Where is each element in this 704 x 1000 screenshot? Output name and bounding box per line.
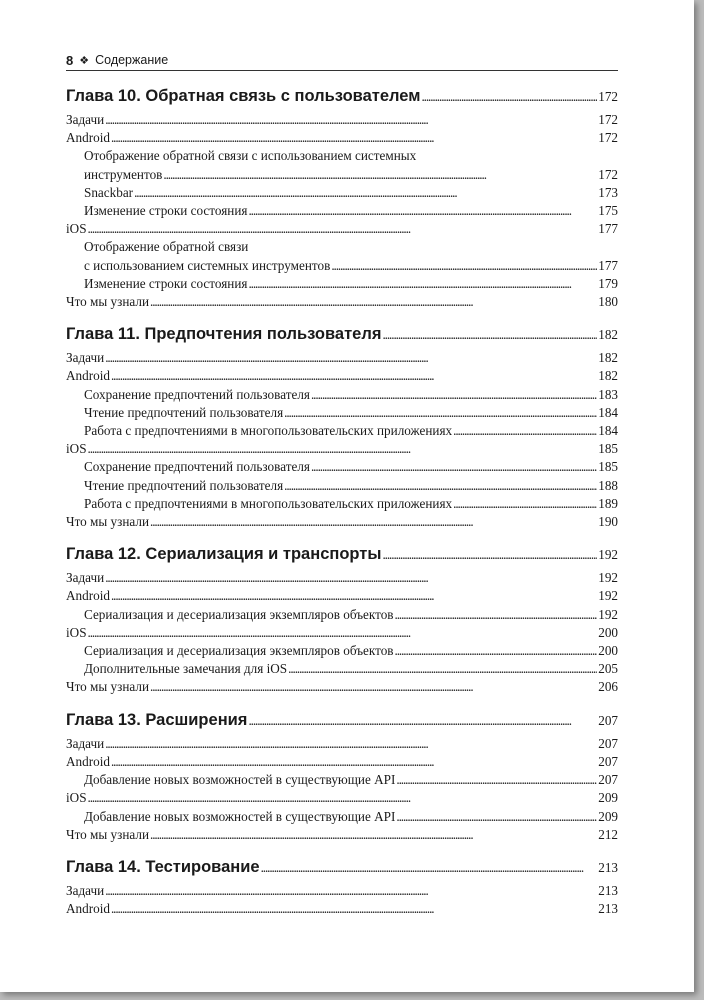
toc-section-label: Что мы узнали [66, 514, 150, 530]
toc-subsection-page-number: 184 [598, 423, 618, 439]
toc-section-page-number: 213 [598, 882, 618, 898]
toc-section-label: Задачи [66, 882, 105, 898]
toc-subsection-page-number: 209 [598, 808, 618, 824]
chapter-heading-page-number: 213 [598, 859, 618, 875]
toc-chapter [66, 855, 618, 918]
chapter-heading-label: Глава 10. Обратная связь с пользователем [66, 87, 421, 105]
toc-subsection-page-number: 188 [598, 477, 618, 493]
toc-subsection-continuation-label: с использованием системных инструментов [84, 257, 331, 273]
toc-section [66, 569, 618, 587]
dot-leader [248, 709, 597, 733]
toc-section-label: iOS [66, 441, 87, 457]
toc-section-page-number: 172 [598, 112, 618, 127]
toc-subsection-page-number: 183 [598, 386, 618, 402]
toc-subsection-label: Snackbar [84, 184, 134, 200]
dot-leader [382, 323, 597, 347]
dot-leader [111, 587, 597, 605]
dot-leader [453, 422, 597, 440]
toc-section-label: iOS [66, 790, 87, 806]
toc-subsection-page-number: 185 [598, 459, 618, 475]
toc-section-page-number: 207 [598, 753, 618, 769]
dot-leader [105, 111, 597, 129]
dot-leader [111, 129, 597, 147]
toc-chapter [66, 542, 618, 696]
dot-leader [105, 735, 597, 753]
toc-section [66, 678, 618, 696]
chapter-heading [66, 855, 618, 880]
toc-section-label: Android [66, 901, 110, 917]
toc-section [66, 513, 618, 531]
dot-leader [248, 202, 597, 220]
toc-section [66, 882, 618, 900]
dot-leader [150, 513, 597, 531]
toc-section [66, 220, 618, 238]
dot-leader [150, 293, 597, 311]
dot-leader [284, 477, 597, 495]
dot-leader [396, 771, 597, 789]
toc-subsection [66, 771, 618, 789]
toc-chapter [66, 322, 618, 531]
toc-section [66, 789, 618, 807]
dot-leader [453, 495, 597, 513]
toc-subsection-page-number: 205 [598, 661, 618, 677]
toc-subsection-label: Сохранение предпочтений пользователя [84, 459, 310, 475]
toc-subsection-label: Чтение предпочтений пользователя [84, 404, 284, 420]
toc-section-page-number: 206 [598, 679, 618, 695]
page-number: 8 [66, 52, 74, 68]
chapter-heading-label: Глава 12. Сериализация и транспорты [66, 545, 382, 564]
dot-leader [150, 678, 597, 696]
toc-subsection-label: Добавление новых возможностей в существующие API [84, 772, 396, 788]
dot-leader [150, 826, 597, 844]
toc-section [66, 293, 618, 311]
toc-subsection-label: Сериализация и десериализация экземпляров объектов [84, 606, 394, 622]
ornament-icon: ❖ [79, 54, 90, 67]
toc-section-page-number: 192 [598, 570, 618, 586]
toc-section [66, 587, 618, 605]
toc-section-label: Android [66, 588, 110, 604]
dot-leader [88, 440, 598, 458]
dot-leader [105, 569, 597, 587]
toc-subsection-label: Дополнительные замечания для iOS [84, 661, 288, 677]
toc-subsection-page-number: 207 [598, 772, 618, 788]
toc-section [66, 624, 618, 642]
toc-subsection-label: Изменение строки состояния [84, 203, 248, 219]
toc-section [66, 129, 618, 147]
dot-leader [88, 220, 598, 238]
running-header [66, 50, 618, 71]
toc-subsection [66, 642, 618, 660]
toc-section-page-number: 190 [598, 514, 618, 530]
toc-subsection-label: Чтение предпочтений пользователя [84, 477, 284, 493]
dot-leader [395, 606, 598, 624]
dot-leader [105, 349, 597, 367]
dot-leader [248, 275, 597, 293]
toc-subsection [66, 238, 618, 256]
toc-section-label: Задачи [66, 570, 105, 586]
chapter-heading [66, 322, 618, 347]
toc-subsection [66, 147, 618, 165]
chapter-heading-page-number: 182 [598, 327, 618, 343]
toc-section-label: Задачи [66, 350, 105, 366]
toc-subsection [66, 386, 618, 404]
toc-subsection [66, 660, 618, 678]
dot-leader [111, 753, 597, 771]
toc-section-label: Что мы узнали [66, 679, 150, 695]
running-header-title: Содержание [95, 53, 169, 67]
toc-subsection [66, 477, 618, 495]
toc-subsection-page-number: 200 [598, 643, 618, 659]
chapter-heading-label: Глава 14. Тестирование [66, 857, 260, 876]
toc-section-page-number: 185 [598, 441, 618, 457]
toc-subsection-continuation-page-number: 172 [598, 166, 618, 182]
toc-section-page-number: 177 [598, 221, 618, 237]
toc-subsection [66, 275, 618, 293]
toc-section-label: Что мы узнали [66, 294, 150, 310]
table-of-contents [66, 84, 618, 929]
toc-subsection [66, 422, 618, 440]
toc-subsection-page-number: 173 [598, 184, 618, 200]
toc-section-label: iOS [66, 221, 87, 237]
dot-leader [105, 882, 597, 900]
toc-section [66, 111, 618, 129]
toc-subsection-label: Отображение обратной связи [84, 239, 249, 255]
toc-section [66, 900, 618, 918]
toc-section-label: Android [66, 753, 110, 769]
toc-subsection-continuation [66, 166, 618, 184]
chapter-heading [66, 708, 618, 733]
dot-leader [331, 257, 597, 275]
chapter-heading-page-number: 192 [598, 547, 618, 563]
toc-subsection-label: Отображение обратной связи с использованием системных [84, 148, 417, 164]
toc-subsection-continuation [66, 257, 618, 275]
toc-section-page-number: 213 [598, 901, 618, 917]
toc-section-page-number: 212 [598, 826, 618, 842]
toc-subsection [66, 202, 618, 220]
dot-leader [396, 808, 597, 826]
toc-section-page-number: 207 [598, 735, 618, 751]
toc-section [66, 735, 618, 753]
toc-subsection-continuation-page-number: 177 [598, 257, 618, 273]
toc-section [66, 826, 618, 844]
dot-leader [88, 624, 598, 642]
dot-leader [261, 856, 598, 880]
toc-section-label: Задачи [66, 112, 105, 127]
dot-leader [421, 85, 597, 109]
toc-section-page-number: 182 [598, 368, 618, 384]
dot-leader [311, 458, 597, 476]
chapter-heading-label: Глава 13. Расширения [66, 710, 248, 729]
toc-section-page-number: 192 [598, 588, 618, 604]
chapter-heading-page-number: 172 [598, 89, 618, 104]
toc-subsection-page-number: 184 [598, 404, 618, 420]
toc-subsection-page-number: 189 [598, 495, 618, 511]
toc-section-label: Android [66, 368, 110, 384]
toc-subsection [66, 808, 618, 826]
dot-leader [134, 184, 597, 202]
toc-subsection [66, 404, 618, 422]
toc-chapter [66, 708, 618, 844]
toc-subsection-page-number: 179 [598, 275, 618, 291]
toc-subsection-label: Работа с предпочтениями в многопользовательских приложениях [84, 495, 453, 511]
chapter-heading [66, 542, 618, 567]
toc-section-label: Задачи [66, 735, 105, 751]
dot-leader [111, 900, 597, 918]
dot-leader [111, 367, 597, 385]
dot-leader [288, 660, 597, 678]
toc-section-label: Что мы узнали [66, 826, 150, 842]
toc-subsection-page-number: 175 [598, 203, 618, 219]
toc-section-page-number: 180 [598, 294, 618, 310]
toc-subsection [66, 495, 618, 513]
toc-section-page-number: 172 [598, 130, 618, 146]
toc-section [66, 349, 618, 367]
toc-subsection-label: Сериализация и десериализация экземпляров объектов [84, 643, 394, 659]
toc-subsection-label: Добавление новых возможностей в существующие API [84, 808, 396, 824]
chapter-heading-label: Глава 11. Предпочтения пользователя [66, 325, 382, 344]
dot-leader [163, 166, 597, 184]
toc-subsection [66, 606, 618, 624]
toc-chapter [66, 84, 618, 311]
dot-leader [395, 642, 598, 660]
toc-subsection [66, 184, 618, 202]
toc-section-page-number: 209 [598, 790, 618, 806]
toc-section-label: Android [66, 130, 110, 146]
toc-subsection-label: Работа с предпочтениями в многопользовательских приложениях [84, 423, 453, 439]
toc-subsection-continuation-label: инструментов [84, 166, 163, 182]
toc-section-page-number: 200 [598, 624, 618, 640]
toc-section-page-number: 182 [598, 350, 618, 366]
dot-leader [88, 789, 598, 807]
toc-subsection-page-number: 192 [598, 606, 618, 622]
toc-section [66, 440, 618, 458]
toc-subsection [66, 458, 618, 476]
chapter-heading [66, 84, 618, 109]
toc-section [66, 367, 618, 385]
toc-section [66, 753, 618, 771]
dot-leader [311, 386, 597, 404]
chapter-heading-page-number: 207 [598, 712, 618, 728]
toc-subsection-label: Сохранение предпочтений пользователя [84, 386, 310, 402]
toc-section-label: iOS [66, 624, 87, 640]
toc-subsection-label: Изменение строки состояния [84, 275, 248, 291]
dot-leader [284, 404, 597, 422]
dot-leader [382, 543, 597, 567]
